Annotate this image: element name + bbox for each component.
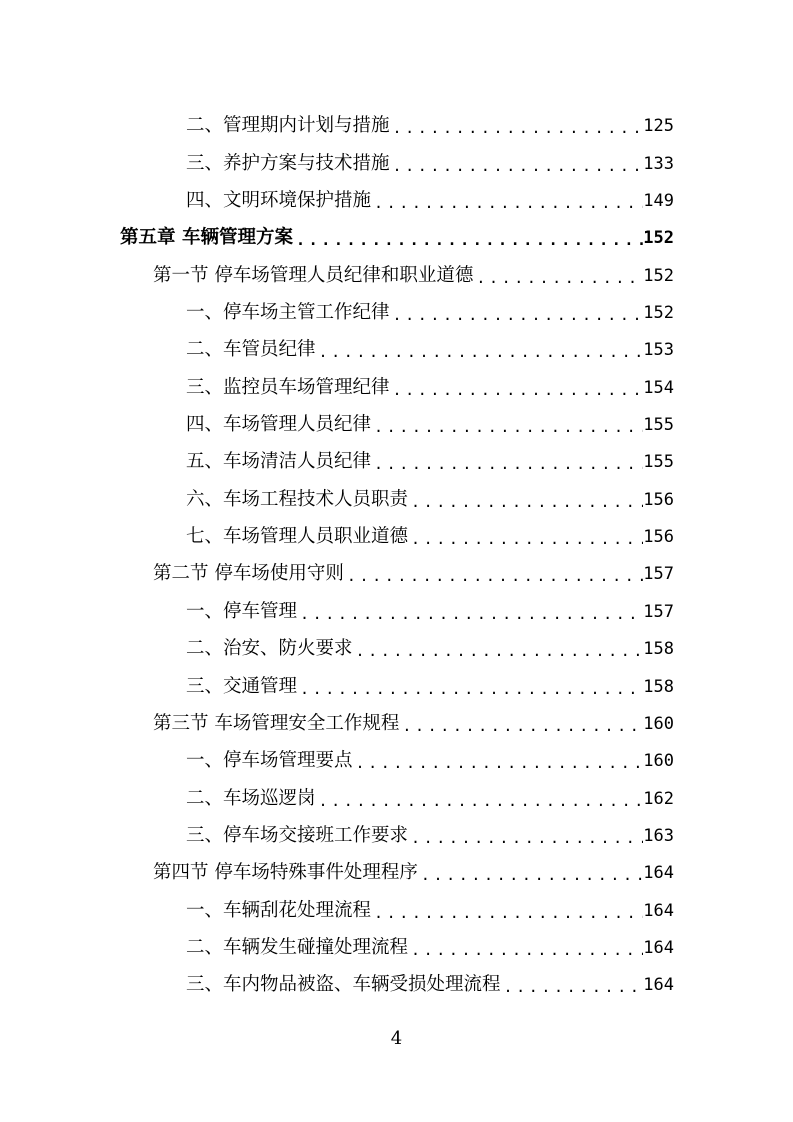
toc-subsection-entry[interactable] bbox=[120, 664, 674, 701]
toc-entry-label: 三、停车场交接班工作要求 bbox=[186, 824, 409, 846]
toc-subsection-entry[interactable] bbox=[120, 926, 674, 963]
toc-entry-label: 三、车内物品被盗、车辆受损处理流程 bbox=[186, 974, 501, 996]
toc-dot-leader bbox=[344, 563, 643, 589]
toc-chapter-entry[interactable] bbox=[120, 216, 674, 253]
toc-dot-leader bbox=[418, 862, 643, 888]
toc-entry-label: 第三节 车场管理安全工作规程 bbox=[153, 712, 400, 734]
toc-subsection-entry[interactable] bbox=[120, 739, 674, 776]
toc-entry-page: 162 bbox=[643, 788, 674, 809]
toc-dot-leader bbox=[371, 190, 643, 216]
toc-subsection-entry[interactable] bbox=[120, 627, 674, 664]
toc-entry-page: 158 bbox=[643, 639, 674, 660]
toc-entry-label: 四、车场管理人员纪律 bbox=[186, 414, 372, 436]
toc-entry-label: 第二节 停车场使用守则 bbox=[153, 563, 344, 585]
toc-dot-leader bbox=[390, 115, 644, 141]
toc-section-entry[interactable] bbox=[120, 552, 674, 589]
toc-entry-label: 一、车辆刮花处理流程 bbox=[186, 899, 372, 921]
toc-dot-leader bbox=[501, 974, 644, 1000]
toc-entry-label: 第四节 停车场特殊事件处理程序 bbox=[153, 862, 418, 884]
toc-entry-label: 二、车辆发生碰撞处理流程 bbox=[186, 936, 409, 958]
toc-entry-page: 157 bbox=[643, 564, 674, 585]
toc-subsection-entry[interactable] bbox=[120, 403, 674, 440]
toc-entry-label: 三、交通管理 bbox=[186, 675, 298, 697]
toc-subsection-entry[interactable] bbox=[120, 589, 674, 626]
toc-section-entry[interactable] bbox=[120, 702, 674, 739]
toc-dot-leader bbox=[399, 713, 643, 739]
toc-dot-leader bbox=[316, 788, 644, 814]
toc-dot-leader bbox=[371, 451, 643, 477]
toc-entry-page: 164 bbox=[643, 863, 674, 884]
toc-entry-label: 六、车场工程技术人员职责 bbox=[186, 488, 409, 510]
toc-entry-page: 154 bbox=[643, 377, 674, 398]
toc-subsection-entry[interactable] bbox=[120, 515, 674, 552]
toc-entry-page: 163 bbox=[643, 825, 674, 846]
toc-entry-page: 164 bbox=[643, 900, 674, 921]
toc-dot-leader bbox=[390, 377, 644, 403]
toc-entry-page: 160 bbox=[643, 751, 674, 772]
toc-section-entry[interactable] bbox=[120, 851, 674, 888]
toc-subsection-entry[interactable] bbox=[120, 440, 674, 477]
toc-entry-label: 二、治安、防火要求 bbox=[186, 638, 353, 660]
table-of-contents bbox=[120, 104, 674, 1000]
toc-entry-page: 152 bbox=[643, 265, 674, 286]
toc-entry-page: 149 bbox=[643, 191, 674, 212]
toc-subsection-entry[interactable] bbox=[120, 291, 674, 328]
toc-dot-leader bbox=[408, 937, 643, 963]
toc-entry-label: 七、车场管理人员职业道德 bbox=[186, 526, 409, 548]
toc-subsection-entry[interactable] bbox=[120, 888, 674, 925]
toc-entry-page: 152 bbox=[643, 303, 674, 324]
toc-entry-page: 158 bbox=[643, 676, 674, 697]
toc-dot-leader bbox=[316, 339, 644, 365]
toc-subsection-entry[interactable] bbox=[120, 477, 674, 514]
toc-dot-leader bbox=[408, 489, 643, 515]
toc-entry-page: 164 bbox=[643, 937, 674, 958]
toc-dot-leader bbox=[297, 676, 643, 702]
toc-entry-page: 164 bbox=[643, 975, 674, 996]
toc-dot-leader bbox=[408, 526, 643, 552]
toc-dot-leader bbox=[408, 825, 643, 851]
toc-entry-page: 153 bbox=[643, 340, 674, 361]
toc-dot-leader bbox=[293, 227, 643, 253]
toc-entry-label: 五、车场清洁人员纪律 bbox=[186, 451, 372, 473]
toc-dot-leader bbox=[371, 900, 643, 926]
toc-entry-label: 一、停车场主管工作纪律 bbox=[186, 302, 390, 324]
toc-entry-label: 二、车管员纪律 bbox=[186, 339, 316, 361]
toc-entry-label: 一、停车场管理要点 bbox=[186, 750, 353, 772]
toc-dot-leader bbox=[371, 414, 643, 440]
toc-section-entry[interactable] bbox=[120, 253, 674, 290]
toc-entry-page: 156 bbox=[643, 489, 674, 510]
toc-entry-label: 三、养护方案与技术措施 bbox=[186, 152, 390, 174]
toc-subsection-entry[interactable] bbox=[120, 365, 674, 402]
toc-subsection-entry[interactable] bbox=[120, 776, 674, 813]
toc-entry-label: 一、停车管理 bbox=[186, 600, 298, 622]
toc-dot-leader bbox=[353, 638, 644, 664]
toc-entry-page: 160 bbox=[643, 713, 674, 734]
toc-dot-leader bbox=[353, 750, 644, 776]
toc-subsection-entry[interactable] bbox=[120, 963, 674, 1000]
toc-subsection-entry[interactable] bbox=[120, 179, 674, 216]
toc-entry-label: 四、文明环境保护措施 bbox=[186, 190, 372, 212]
toc-dot-leader bbox=[390, 153, 644, 179]
toc-dot-leader bbox=[390, 302, 644, 328]
toc-entry-label: 第五章 车辆管理方案 bbox=[120, 227, 293, 249]
toc-subsection-entry[interactable] bbox=[120, 328, 674, 365]
toc-entry-page: 155 bbox=[643, 415, 674, 436]
toc-entry-page: 152 bbox=[643, 228, 674, 249]
toc-entry-page: 125 bbox=[643, 116, 674, 137]
toc-entry-page: 156 bbox=[643, 527, 674, 548]
toc-entry-page: 133 bbox=[643, 153, 674, 174]
toc-subsection-entry[interactable] bbox=[120, 814, 674, 851]
toc-subsection-entry[interactable] bbox=[120, 141, 674, 178]
toc-dot-leader bbox=[473, 265, 643, 291]
page-number: 4 bbox=[390, 1028, 403, 1049]
toc-entry-label: 第一节 停车场管理人员纪律和职业道德 bbox=[153, 264, 474, 286]
toc-entry-label: 二、车场巡逻岗 bbox=[186, 787, 316, 809]
toc-entry-label: 三、监控员车场管理纪律 bbox=[186, 376, 390, 398]
toc-entry-page: 155 bbox=[643, 452, 674, 473]
toc-subsection-entry[interactable] bbox=[120, 104, 674, 141]
toc-entry-label: 二、管理期内计划与措施 bbox=[186, 115, 390, 137]
toc-entry-page: 157 bbox=[643, 601, 674, 622]
toc-dot-leader bbox=[297, 601, 643, 627]
